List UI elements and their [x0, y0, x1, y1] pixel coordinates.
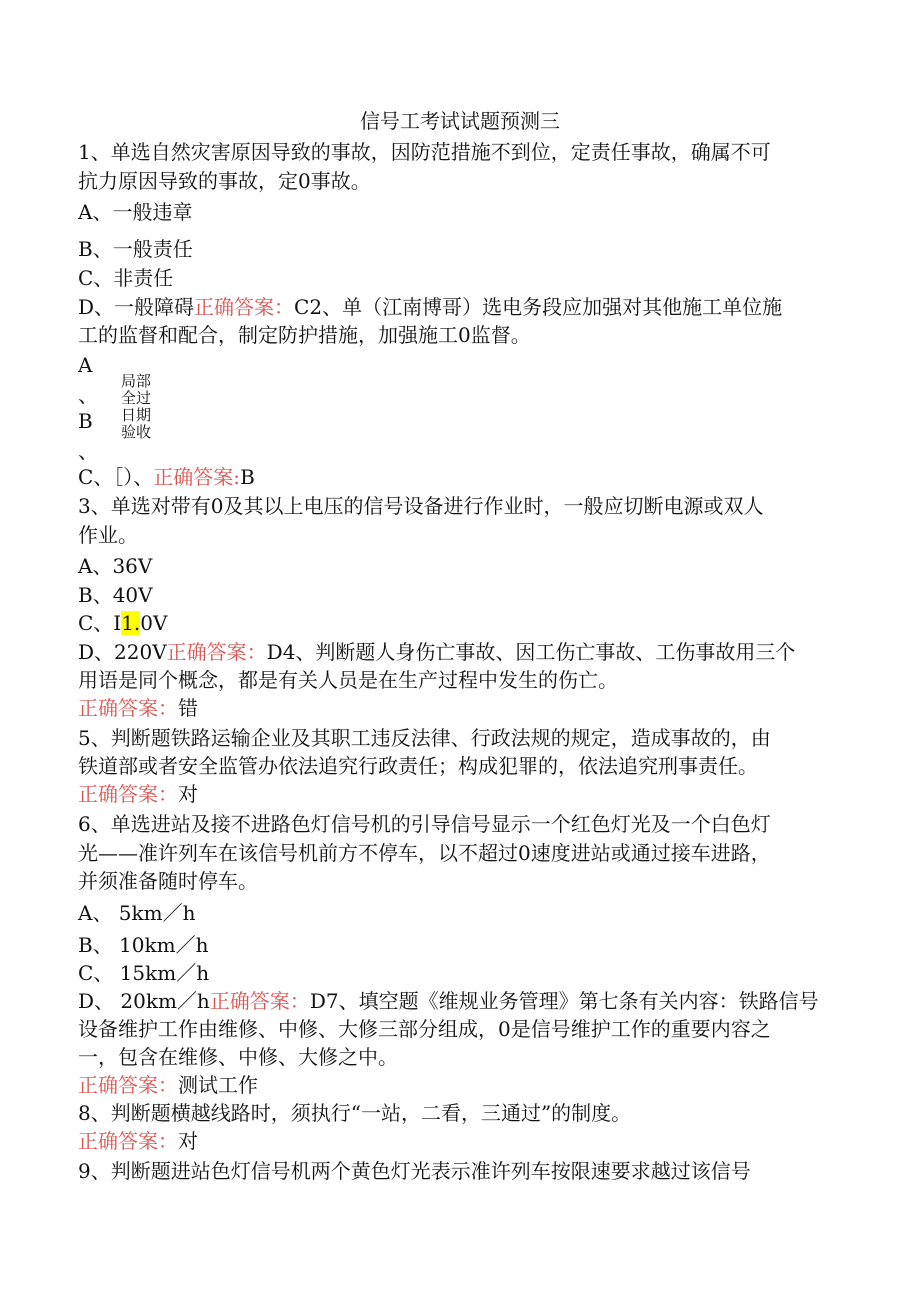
q5-answer-value: 对 [178, 782, 198, 806]
q3-option-a: A、36V [78, 554, 153, 578]
q2-line-2: 工的监督和配合，制定防护措施，加强施工0监督。 [78, 323, 531, 347]
q3-option-c-highlight: 1. [121, 611, 141, 635]
q6-line-1: 6、单选进站及接不进路色灯信号机的引导信号显示一个红色灯光及一个白色灯 [78, 812, 771, 836]
q9-line-1: 9、判断题进站色灯信号机两个黄色灯光表示准许列车按限速要求越过该信号 [78, 1159, 751, 1183]
q2-option-text-4: 验收 [121, 423, 152, 441]
q3-option-b: B、40V [78, 583, 153, 607]
q7-answer-label: 正确答案： [78, 1073, 178, 1097]
q3-line-1: 3、单选对带有0及其以上电压的信号设备进行作业时，一般应切断电源或双人 [78, 494, 764, 518]
q1-answer-label: 正确答案： [194, 295, 295, 319]
q2-option-text-2: 全过 [121, 389, 152, 407]
q3-option-c-end: 0V [140, 611, 168, 635]
q7-line-2: 设备维护工作由维修、中修、大修三部分组成，0是信号维护工作的重要内容之 [78, 1017, 771, 1041]
q4-answer-line [78, 695, 198, 721]
q3-option-c-line [78, 610, 167, 636]
q3-answer-and-q4-start: D4、判断题人身伤亡事故、因工伤亡事故、工伤事故用三个 [266, 640, 796, 664]
q6-option-a: A、 5km／h [78, 901, 196, 925]
q4-line-2: 用语是同个概念，都是有关人员是在生产过程中发生的伤亡。 [78, 668, 618, 692]
q1-option-c: C、非责任 [78, 266, 174, 290]
q8-answer-line [78, 1128, 198, 1154]
q5-answer-line [78, 781, 198, 807]
document-title: 信号工考试试题预测三 [360, 109, 560, 133]
q6-line-2: 光——准许列车在该信号机前方不停车，以不超过0速度进站或通过接车进路， [78, 841, 771, 865]
q5-line-2: 铁道部或者安全监管办依法追究行政责任；构成犯罪的，依法追究刑事责任。 [78, 754, 758, 778]
q2-option-a-letter: A [78, 353, 93, 377]
q6-option-b: B、 10km／h [78, 933, 209, 957]
q2-option-b-sep: 、 [78, 439, 98, 463]
q1-option-d-line [78, 294, 782, 320]
q1-option-b: B、一般责任 [78, 237, 193, 261]
q7-answer-line [78, 1072, 258, 1098]
q1-line-2: 抗力原因导致的事故，定0事故。 [78, 169, 371, 193]
q1-option-a: A、一般违章 [78, 200, 193, 224]
q1-option-d: D、一般障碍 [78, 295, 195, 319]
q8-answer-value: 对 [178, 1129, 198, 1153]
q6-answer-and-q7-start: D7、填空题《维规业务管理》第七条有关内容：铁路信号 [309, 989, 819, 1013]
q2-option-text-3: 日期 [121, 406, 152, 424]
q6-line-3: 并须准备随时停车。 [78, 869, 258, 893]
q3-option-c: C、I [78, 611, 122, 635]
q8-answer-label: 正确答案： [78, 1129, 178, 1153]
q5-line-1: 5、判断题铁路运输企业及其职工违反法律、行政法规的规定，造成事故的，由 [78, 726, 771, 750]
q1-answer-and-q2-start: C2、单（江南博哥）选电务段应加强对其他施工单位施 [294, 295, 783, 319]
q2-option-b-letter: B [78, 409, 93, 433]
q6-answer-label: 正确答案： [209, 989, 310, 1013]
q2-option-text-1: 局部 [121, 372, 152, 390]
q2-answer-label: 正确答案: [153, 465, 241, 489]
q6-option-d: D、 20km／h [78, 989, 210, 1013]
q3-line-2: 作业。 [78, 523, 138, 547]
q6-option-c: C、 15km／h [78, 961, 210, 985]
q3-option-d: D、220V [78, 640, 167, 664]
q4-answer-value: 错 [178, 696, 198, 720]
q7-line-3: 一，包含在维修、中修、大修之中。 [78, 1045, 398, 1069]
q2-option-c-line [78, 464, 255, 490]
q5-answer-label: 正确答案： [78, 782, 178, 806]
q2-answer-value: B [240, 465, 255, 489]
q2-option-a-sep: 、 [78, 383, 98, 407]
q3-option-d-line [78, 639, 795, 665]
q3-answer-label: 正确答案： [166, 640, 267, 664]
q7-answer-value: 测试工作 [178, 1073, 258, 1097]
q8-line-1: 8、判断题横越线路时，须执行“一站，二看，三通过”的制度。 [78, 1101, 632, 1125]
q2-option-c: C、［）、 [78, 465, 154, 489]
q6-option-d-line [78, 988, 819, 1014]
q1-line-1: 1、单选自然灾害原因导致的事故，因防范措施不到位，定责任事故，确属不可 [78, 140, 771, 164]
q4-answer-label: 正确答案： [78, 696, 178, 720]
